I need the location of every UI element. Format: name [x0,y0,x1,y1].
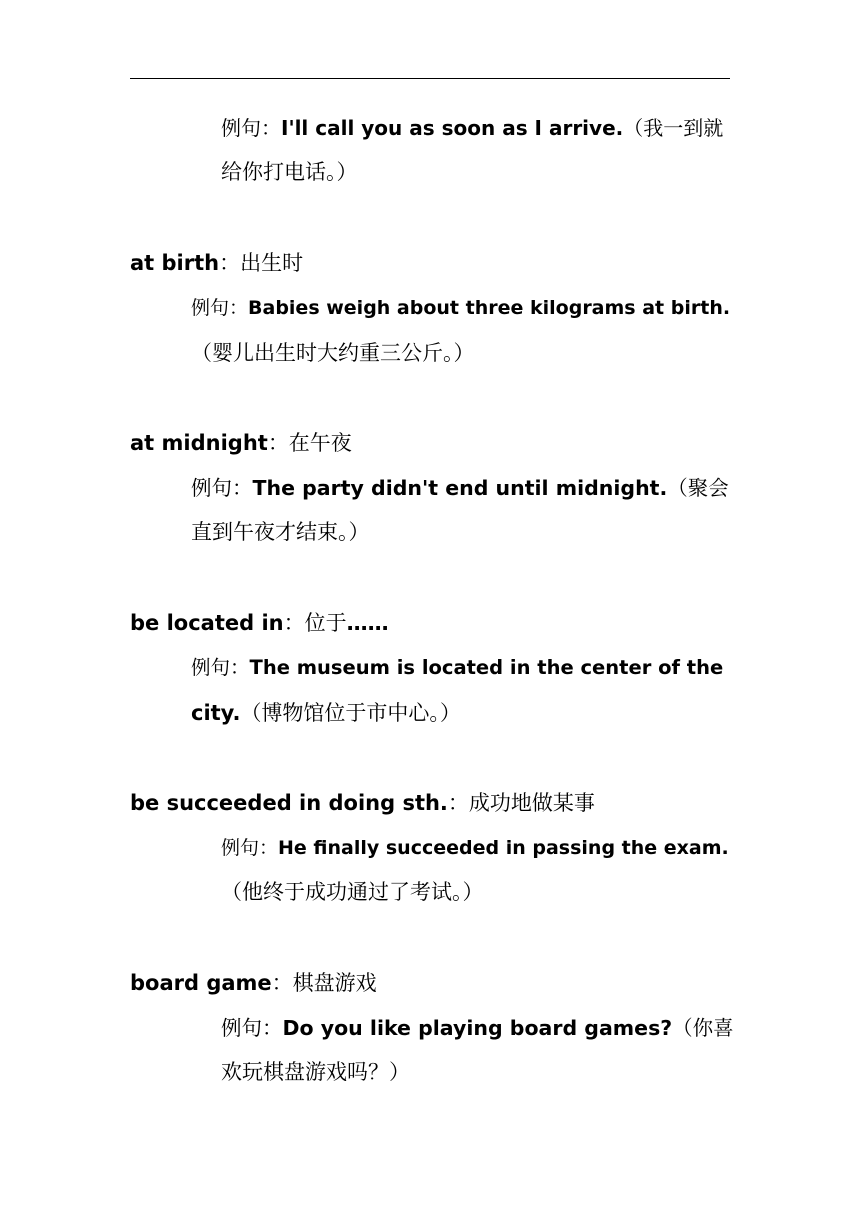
example-line [191,294,730,322]
example-chinese: （我一到就 [623,116,724,140]
term-meaning: ：棋盘游戏 [271,971,377,995]
example-label: 例句： [191,297,249,319]
example-label: 例句： [221,1016,283,1040]
term-meaning: ：出生时 [219,251,304,275]
term-meaning: ：位于 [283,611,347,635]
example-label: 例句： [221,116,281,140]
example-chinese: （你喜 [672,1016,734,1040]
example-english: city. [191,701,241,725]
example-line [191,339,475,367]
example-english: The party didn't end until midnight. [252,476,668,500]
example-line [221,114,723,142]
example-label: 例句： [191,656,250,679]
example-line [221,834,729,862]
term: be located in [130,611,284,635]
term-line [130,249,303,277]
example-english: Do you like playing board games? [282,1016,673,1040]
example-label: 例句： [191,476,253,500]
example-chinese: 欢玩棋盘游戏吗？） [221,1060,410,1084]
example-chinese: （婴儿出生时大约重三公斤。） [191,341,475,365]
term-meaning: ：在午夜 [267,431,352,455]
term: be succeeded in doing sth. [130,791,448,815]
term-meaning-suffix: …… [346,611,389,635]
term-line [130,789,595,817]
example-chinese: （他终于成功通过了考试。） [221,880,484,904]
example-line [191,518,370,546]
term-line [130,429,352,457]
term-line [130,609,389,637]
example-line [191,699,461,727]
term: at midnight [130,431,268,455]
example-chinese: （聚会 [667,476,729,500]
term-meaning: ：成功地做某事 [447,791,595,815]
example-chinese: （博物馆位于市中心。） [240,701,461,725]
example-line [191,474,729,502]
example-line [221,878,484,906]
example-line [191,654,723,682]
example-chinese: 直到午夜才结束。） [191,520,370,544]
example-label: 例句： [221,837,279,859]
term: at birth [130,251,220,275]
example-line [221,1058,410,1086]
example-english: He finally succeeded in passing the exam. [278,837,729,859]
example-english: The museum is located in the center of the [249,656,724,679]
example-chinese: 给你打电话。） [221,160,358,184]
term: board game [130,971,272,995]
term-line [130,969,377,997]
header-rule [130,78,730,79]
example-line [221,1014,734,1042]
example-english: Babies weigh about three kilograms at birth. [248,297,731,319]
example-line [221,158,358,186]
example-english: I'll call you as soon as I arrive. [281,116,624,140]
